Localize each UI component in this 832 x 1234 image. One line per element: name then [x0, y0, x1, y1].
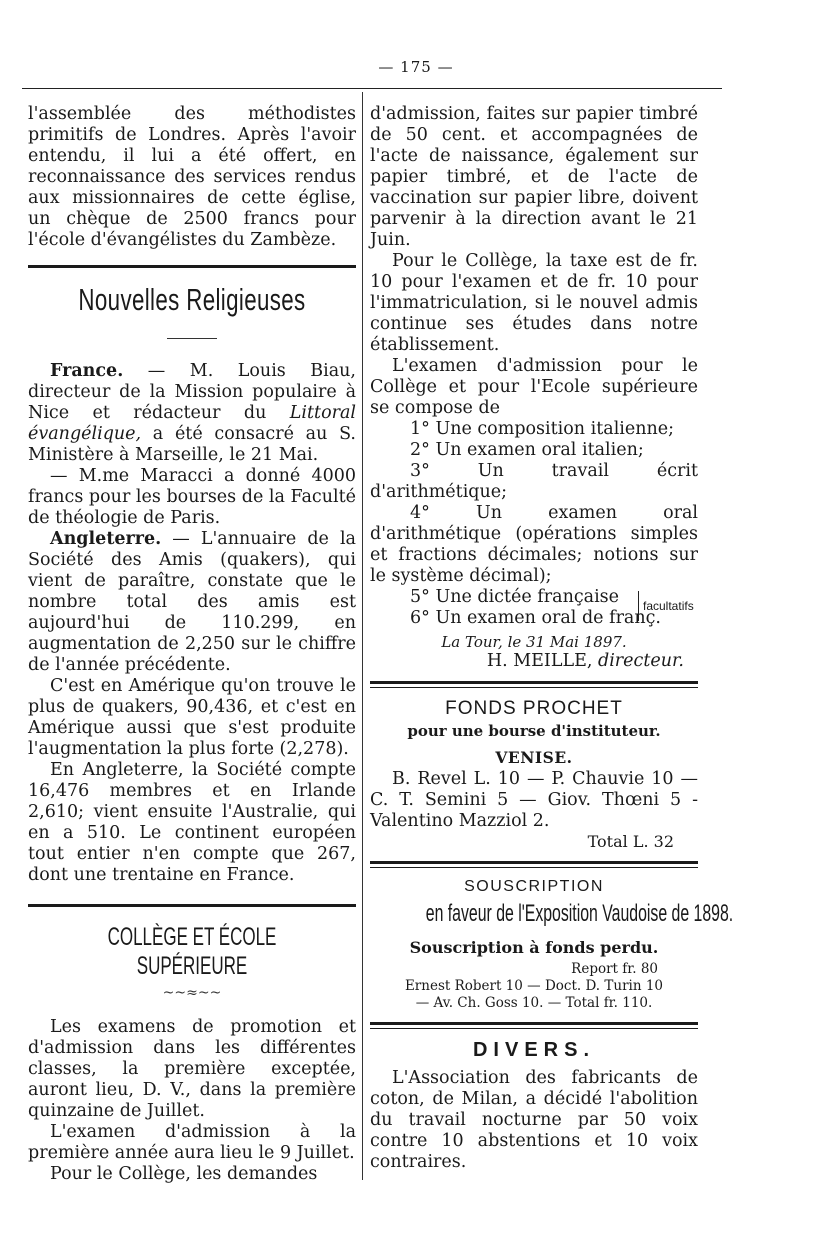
examen-paragraph: L'examen d'admission pour le Collège et pour l'Ecole supérieure se compose de [370, 356, 698, 418]
college-ornament: ~~≈~~ [162, 985, 222, 1001]
column-divider [362, 92, 363, 1180]
college-paragraph-2: L'examen d'admission à la première année aura lieu le 9 Juillet. [28, 1122, 356, 1163]
maracci-paragraph: — M.me Maracci a donné 4000 francs pour les bourses de la Faculté de théologie de Paris. [28, 466, 356, 528]
college-paragraph-3: Pour le Collège, les demandes [50, 1164, 318, 1184]
perdu-title: Souscription à fonds perdu. [409, 938, 659, 957]
divers-paragraph: L'Association des fabricants de coton, de Milan, a décidé l'abolition du travail nocturne par 50 voix contre 10 abstentions et 10 voix contraires. [370, 1068, 698, 1172]
angleterre-text: — L'annuaire de la Société des Amis (quakers), qui vient de paraître, constate que le nombre total des amis est aujourd'hui de 110.299, en augmentation de 2,250 sur le chiffre de l'année précédente. [28, 529, 356, 675]
venise-heading: VENISE. [495, 748, 573, 767]
nouvelles-title: Nouvelles Religieuses [78, 282, 306, 317]
angleterre-label: Angleterre. [50, 529, 162, 549]
littoral-title: Littoral évangélique, [28, 403, 356, 444]
statistics-paragraph: En Angleterre, la Société compte 16,476 membres et en Irlande 2,610; vient ensuite l'Australie, qui en a 510. Le continent européen tout entier n'en compte que 267, dont une trentaine en France. [28, 760, 356, 885]
exam-item: 3° Un travail écrit d'arithmétique; [370, 461, 698, 502]
fonds-title: FONDS PROCHET [445, 698, 623, 719]
venise-list: B. Revel L. 10 — P. Chauvie 10 — C. T. Semini 5 — Giov. Thœni 5 - Valentino Mazziol 2. [370, 769, 698, 831]
donors-line: Ernest Robert 10 — Doct. D. Turin 10 [404, 978, 664, 994]
amerique-paragraph: C'est en Amérique qu'on trouve le plus de quakers, 90,436, et c'est en Amérique aussi que s'est produite l'augmentation la plus forte (2,278). [28, 676, 356, 759]
facultatifs-label: facultatifs [638, 591, 694, 621]
signature-role: directeur. [598, 651, 684, 671]
souscription-title: SOUSCRIPTION [464, 878, 604, 895]
section-rule [370, 1022, 698, 1029]
taxe-paragraph: Pour le Collège, la taxe est de fr. 10 pour l'examen et de fr. 10 pour l'immatriculation, si le nouvel admis continue ses études dans notre établissement. [370, 251, 698, 355]
fonds-subtitle: pour une bourse d'instituteur. [407, 722, 661, 740]
section-rule [370, 681, 698, 688]
exam-item: 2° Un examen oral italien; [410, 440, 644, 460]
exposition-title: en faveur de l'Exposition Vaudoise de 1898. [425, 900, 734, 927]
exam-item: 4° Un examen oral d'arithmétique (opérations simples et fractions décimales; notions sur le système décimal); [370, 503, 698, 586]
section-rule [28, 904, 356, 907]
title-ornament [28, 324, 356, 343]
section-rule [28, 265, 356, 268]
france-label: France. [50, 361, 124, 381]
venise-total: Total L. 32 [587, 832, 674, 851]
signature-name: H. MEILLE, [486, 651, 593, 671]
exam-item: 1° Une composition italienne; [410, 419, 675, 439]
intro-paragraph: l'assemblée des méthodistes primitifs de Londres. Après l'avoir entendu, il lui a été offert, en reconnaissance des services rendus aux missionnaires de cette église, un chèque de 2500 francs pour l'école d'évangélistes du Zambèze. [28, 104, 356, 250]
college-paragraph-1: Les examens de promotion et d'admission dans les différentes classes, la première exceptée, auront lieu, D. V., dans la première quinzaine de Juillet. [28, 1017, 356, 1121]
date-line: La Tour, le 31 Mai 1897. [441, 633, 627, 651]
report-line: Report fr. 80 [571, 961, 658, 977]
left-column [28, 104, 356, 1185]
continued-paragraph: d'admission, faites sur papier timbré de 50 cent. et accompagnées de l'acte de naissance, également sur papier timbré, et de l'acte de vaccination sur papier libre, doivent parvenir à la direction avant le 21 Juin. [370, 104, 698, 250]
optional-items [370, 587, 698, 629]
college-title: COLLÈGE ET ÉCOLE SUPÉRIEURE [107, 923, 277, 980]
right-column [370, 104, 734, 1173]
header-rule [22, 88, 722, 89]
france-text-end: a été consacré au S. Ministère à Marseille, le 21 Mai. [28, 424, 356, 465]
exam-item: 5° Une dictée française [410, 587, 620, 607]
page-number: — 175 — [378, 58, 454, 76]
france-paragraph [28, 361, 356, 466]
exam-item: 6° Un examen oral de franç. [410, 608, 661, 628]
angleterre-paragraph [28, 529, 356, 676]
signature [370, 651, 684, 671]
section-rule [370, 861, 698, 868]
divers-title: DIVERS. [472, 1039, 596, 1061]
donors-line: — Av. Ch. Goss 10. — Total fr. 110. [415, 995, 653, 1011]
france-text: — M. Louis Biau, directeur de la Mission populaire à Nice et rédacteur du [28, 361, 356, 423]
